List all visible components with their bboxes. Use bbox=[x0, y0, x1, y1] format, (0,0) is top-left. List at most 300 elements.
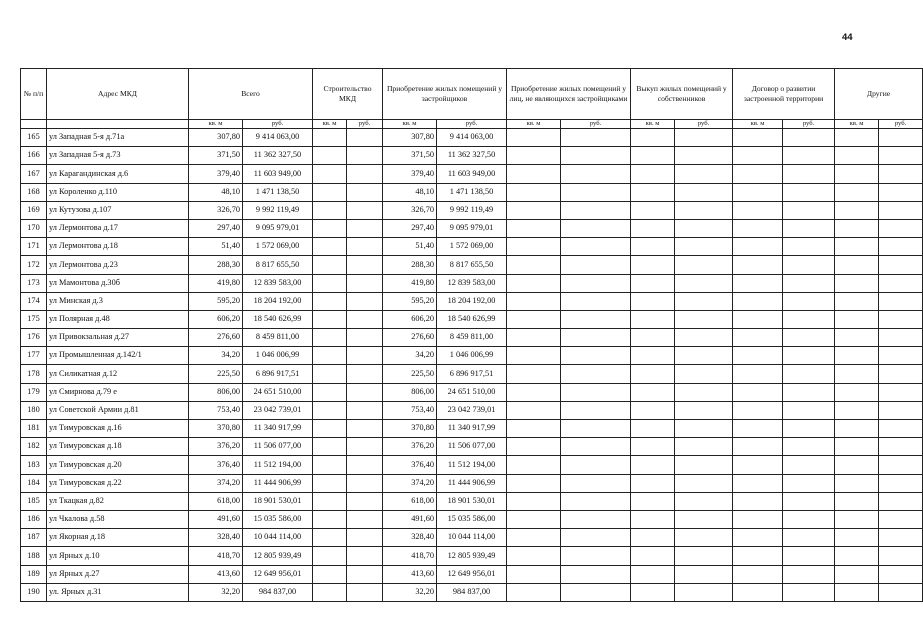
total-rub-cell: 11 444 906,99 bbox=[243, 474, 313, 492]
total-area-cell: 48,10 bbox=[189, 183, 243, 201]
other-rub-cell bbox=[879, 492, 923, 510]
construction-area-cell bbox=[313, 383, 347, 401]
development-rub-cell bbox=[783, 129, 835, 147]
other-area-cell bbox=[835, 565, 879, 583]
development-rub-cell bbox=[783, 256, 835, 274]
other-rub-cell bbox=[879, 456, 923, 474]
purchase-rub-cell: 12 649 956,01 bbox=[437, 565, 507, 583]
other-rub-cell bbox=[879, 165, 923, 183]
purchase-area-cell: 48,10 bbox=[383, 183, 437, 201]
development-rub-cell bbox=[783, 183, 835, 201]
buyout-area-cell bbox=[631, 274, 675, 292]
buyout-rub-cell bbox=[675, 529, 733, 547]
other-area-cell bbox=[835, 438, 879, 456]
address-cell: ул Мамонтова д.30б bbox=[47, 274, 189, 292]
total-rub-cell: 8 459 811,00 bbox=[243, 329, 313, 347]
other-rub-cell bbox=[879, 329, 923, 347]
other-rub-cell bbox=[879, 547, 923, 565]
other-area-cell bbox=[835, 420, 879, 438]
purchase-rub-cell: 984 837,00 bbox=[437, 583, 507, 601]
total-rub-cell: 18 540 626,99 bbox=[243, 310, 313, 328]
nondev-rub-cell bbox=[561, 219, 631, 237]
construction-rub-cell bbox=[347, 147, 383, 165]
buyout-area-cell bbox=[631, 510, 675, 528]
nondev-area-cell bbox=[507, 274, 561, 292]
total-area-cell: 413,60 bbox=[189, 565, 243, 583]
development-area-cell bbox=[733, 329, 783, 347]
nondev-rub-cell bbox=[561, 238, 631, 256]
purchase-area-cell: 32,20 bbox=[383, 583, 437, 601]
address-cell: ул Чкалова д.58 bbox=[47, 510, 189, 528]
buyout-rub-cell bbox=[675, 274, 733, 292]
total-rub-cell: 11 506 077,00 bbox=[243, 438, 313, 456]
buyout-area-cell bbox=[631, 129, 675, 147]
purchase-rub-cell: 1 046 006,99 bbox=[437, 347, 507, 365]
purchase-area-cell: 806,00 bbox=[383, 383, 437, 401]
total-area-cell: 595,20 bbox=[189, 292, 243, 310]
development-rub-cell bbox=[783, 219, 835, 237]
total-area-cell: 418,70 bbox=[189, 547, 243, 565]
address-cell: ул Короленко д.110 bbox=[47, 183, 189, 201]
purchase-area-cell: 491,60 bbox=[383, 510, 437, 528]
table-row bbox=[21, 383, 923, 401]
row-number: 181 bbox=[21, 420, 47, 438]
other-rub-cell bbox=[879, 183, 923, 201]
construction-area-cell bbox=[313, 365, 347, 383]
other-rub-cell bbox=[879, 474, 923, 492]
buyout-rub-cell bbox=[675, 292, 733, 310]
construction-area-cell bbox=[313, 256, 347, 274]
table-row bbox=[21, 401, 923, 419]
development-area-cell bbox=[733, 401, 783, 419]
other-rub-cell bbox=[879, 365, 923, 383]
other-area-cell bbox=[835, 365, 879, 383]
total-area-cell: 491,60 bbox=[189, 510, 243, 528]
address-cell: ул Кутузова д.107 bbox=[47, 201, 189, 219]
total-area-cell: 419,80 bbox=[189, 274, 243, 292]
table-row bbox=[21, 420, 923, 438]
unit-area: кв. м bbox=[313, 120, 347, 129]
buyout-rub-cell bbox=[675, 510, 733, 528]
nondev-area-cell bbox=[507, 219, 561, 237]
table-row bbox=[21, 547, 923, 565]
nondev-area-cell bbox=[507, 129, 561, 147]
purchase-rub-cell: 15 035 586,00 bbox=[437, 510, 507, 528]
address-cell: ул Смирнова д.79 е bbox=[47, 383, 189, 401]
buyout-rub-cell bbox=[675, 310, 733, 328]
buyout-rub-cell bbox=[675, 456, 733, 474]
unit-cell bbox=[47, 120, 189, 129]
buyout-area-cell bbox=[631, 147, 675, 165]
development-area-cell bbox=[733, 547, 783, 565]
unit-money: руб. bbox=[437, 120, 507, 129]
row-number: 176 bbox=[21, 329, 47, 347]
total-area-cell: 276,60 bbox=[189, 329, 243, 347]
other-area-cell bbox=[835, 492, 879, 510]
development-rub-cell bbox=[783, 547, 835, 565]
total-rub-cell: 23 042 739,01 bbox=[243, 401, 313, 419]
construction-rub-cell bbox=[347, 219, 383, 237]
total-area-cell: 753,40 bbox=[189, 401, 243, 419]
buyout-rub-cell bbox=[675, 183, 733, 201]
total-area-cell: 806,00 bbox=[189, 383, 243, 401]
nondev-rub-cell bbox=[561, 347, 631, 365]
buyout-area-cell bbox=[631, 547, 675, 565]
other-rub-cell bbox=[879, 238, 923, 256]
construction-rub-cell bbox=[347, 201, 383, 219]
development-rub-cell bbox=[783, 401, 835, 419]
other-area-cell bbox=[835, 219, 879, 237]
buyout-area-cell bbox=[631, 438, 675, 456]
purchase-area-cell: 419,80 bbox=[383, 274, 437, 292]
buyout-rub-cell bbox=[675, 583, 733, 601]
nondev-area-cell bbox=[507, 474, 561, 492]
construction-area-cell bbox=[313, 583, 347, 601]
nondev-rub-cell bbox=[561, 529, 631, 547]
construction-rub-cell bbox=[347, 347, 383, 365]
construction-area-cell bbox=[313, 274, 347, 292]
purchase-rub-cell: 11 444 906,99 bbox=[437, 474, 507, 492]
total-rub-cell: 11 362 327,50 bbox=[243, 147, 313, 165]
total-rub-cell: 24 651 510,00 bbox=[243, 383, 313, 401]
other-rub-cell bbox=[879, 147, 923, 165]
construction-area-cell bbox=[313, 401, 347, 419]
buyout-rub-cell bbox=[675, 565, 733, 583]
other-area-cell bbox=[835, 238, 879, 256]
construction-rub-cell bbox=[347, 438, 383, 456]
construction-area-cell bbox=[313, 183, 347, 201]
construction-area-cell bbox=[313, 165, 347, 183]
unit-money: руб. bbox=[243, 120, 313, 129]
other-rub-cell bbox=[879, 401, 923, 419]
row-number: 190 bbox=[21, 583, 47, 601]
other-rub-cell bbox=[879, 292, 923, 310]
development-rub-cell bbox=[783, 474, 835, 492]
buyout-area-cell bbox=[631, 365, 675, 383]
purchase-area-cell: 297,40 bbox=[383, 219, 437, 237]
purchase-area-cell: 606,20 bbox=[383, 310, 437, 328]
development-rub-cell bbox=[783, 529, 835, 547]
total-area-cell: 370,80 bbox=[189, 420, 243, 438]
other-area-cell bbox=[835, 547, 879, 565]
total-rub-cell: 11 512 194,00 bbox=[243, 456, 313, 474]
header-construction: Строительство МКД bbox=[313, 69, 383, 120]
address-cell: ул Тимуровская д.18 bbox=[47, 438, 189, 456]
table-row bbox=[21, 474, 923, 492]
purchase-area-cell: 374,20 bbox=[383, 474, 437, 492]
development-area-cell bbox=[733, 347, 783, 365]
construction-rub-cell bbox=[347, 329, 383, 347]
development-area-cell bbox=[733, 147, 783, 165]
other-area-cell bbox=[835, 510, 879, 528]
total-area-cell: 328,40 bbox=[189, 529, 243, 547]
development-rub-cell bbox=[783, 274, 835, 292]
development-area-cell bbox=[733, 201, 783, 219]
unit-cell bbox=[21, 120, 47, 129]
unit-money: руб. bbox=[561, 120, 631, 129]
development-area-cell bbox=[733, 274, 783, 292]
row-number: 182 bbox=[21, 438, 47, 456]
other-rub-cell bbox=[879, 383, 923, 401]
construction-area-cell bbox=[313, 456, 347, 474]
nondev-rub-cell bbox=[561, 565, 631, 583]
buyout-rub-cell bbox=[675, 147, 733, 165]
development-area-cell bbox=[733, 492, 783, 510]
nondev-rub-cell bbox=[561, 510, 631, 528]
nondev-rub-cell bbox=[561, 274, 631, 292]
purchase-area-cell: 370,80 bbox=[383, 420, 437, 438]
construction-area-cell bbox=[313, 129, 347, 147]
development-rub-cell bbox=[783, 165, 835, 183]
table-row bbox=[21, 510, 923, 528]
total-rub-cell: 15 035 586,00 bbox=[243, 510, 313, 528]
address-cell: ул Западная 5-я д.73 bbox=[47, 147, 189, 165]
nondev-area-cell bbox=[507, 492, 561, 510]
development-rub-cell bbox=[783, 292, 835, 310]
other-area-cell bbox=[835, 529, 879, 547]
development-area-cell bbox=[733, 183, 783, 201]
other-area-cell bbox=[835, 456, 879, 474]
buyout-rub-cell bbox=[675, 420, 733, 438]
row-number: 167 bbox=[21, 165, 47, 183]
construction-rub-cell bbox=[347, 401, 383, 419]
development-area-cell bbox=[733, 292, 783, 310]
nondev-rub-cell bbox=[561, 492, 631, 510]
total-area-cell: 34,20 bbox=[189, 347, 243, 365]
table-row bbox=[21, 347, 923, 365]
development-area-cell bbox=[733, 438, 783, 456]
purchase-rub-cell: 18 540 626,99 bbox=[437, 310, 507, 328]
table-row bbox=[21, 147, 923, 165]
construction-area-cell bbox=[313, 238, 347, 256]
construction-area-cell bbox=[313, 329, 347, 347]
construction-rub-cell bbox=[347, 383, 383, 401]
other-rub-cell bbox=[879, 583, 923, 601]
construction-rub-cell bbox=[347, 310, 383, 328]
development-rub-cell bbox=[783, 420, 835, 438]
nondev-area-cell bbox=[507, 329, 561, 347]
nondev-area-cell bbox=[507, 510, 561, 528]
construction-rub-cell bbox=[347, 547, 383, 565]
buyout-rub-cell bbox=[675, 401, 733, 419]
construction-rub-cell bbox=[347, 238, 383, 256]
total-area-cell: 326,70 bbox=[189, 201, 243, 219]
construction-area-cell bbox=[313, 292, 347, 310]
row-number: 186 bbox=[21, 510, 47, 528]
nondev-area-cell bbox=[507, 583, 561, 601]
nondev-rub-cell bbox=[561, 420, 631, 438]
buyout-rub-cell bbox=[675, 165, 733, 183]
nondev-rub-cell bbox=[561, 329, 631, 347]
address-cell: ул Западная 5-я д.71а bbox=[47, 129, 189, 147]
header-address: Адрес МКД bbox=[47, 69, 189, 120]
unit-money: руб. bbox=[675, 120, 733, 129]
buyout-rub-cell bbox=[675, 438, 733, 456]
total-area-cell: 297,40 bbox=[189, 219, 243, 237]
buyout-rub-cell bbox=[675, 201, 733, 219]
other-area-cell bbox=[835, 347, 879, 365]
purchase-area-cell: 418,70 bbox=[383, 547, 437, 565]
buyout-rub-cell bbox=[675, 256, 733, 274]
other-area-cell bbox=[835, 583, 879, 601]
row-number: 172 bbox=[21, 256, 47, 274]
nondev-rub-cell bbox=[561, 183, 631, 201]
purchase-area-cell: 328,40 bbox=[383, 529, 437, 547]
nondev-area-cell bbox=[507, 201, 561, 219]
buyout-area-cell bbox=[631, 474, 675, 492]
buyout-area-cell bbox=[631, 329, 675, 347]
nondev-rub-cell bbox=[561, 256, 631, 274]
purchase-rub-cell: 9 095 979,01 bbox=[437, 219, 507, 237]
row-number: 174 bbox=[21, 292, 47, 310]
purchase-area-cell: 326,70 bbox=[383, 201, 437, 219]
construction-rub-cell bbox=[347, 420, 383, 438]
total-area-cell: 374,20 bbox=[189, 474, 243, 492]
row-number: 171 bbox=[21, 238, 47, 256]
total-rub-cell: 1 572 069,00 bbox=[243, 238, 313, 256]
construction-area-cell bbox=[313, 310, 347, 328]
unit-area: кв. м bbox=[835, 120, 879, 129]
total-area-cell: 32,20 bbox=[189, 583, 243, 601]
total-area-cell: 376,40 bbox=[189, 456, 243, 474]
purchase-area-cell: 307,80 bbox=[383, 129, 437, 147]
table-row bbox=[21, 292, 923, 310]
row-number: 166 bbox=[21, 147, 47, 165]
page-number: 44 bbox=[842, 32, 853, 43]
address-cell: ул Лермонтова д.18 bbox=[47, 238, 189, 256]
table-row bbox=[21, 565, 923, 583]
row-number: 178 bbox=[21, 365, 47, 383]
total-rub-cell: 11 603 949,00 bbox=[243, 165, 313, 183]
other-rub-cell bbox=[879, 565, 923, 583]
development-rub-cell bbox=[783, 510, 835, 528]
construction-area-cell bbox=[313, 347, 347, 365]
other-rub-cell bbox=[879, 310, 923, 328]
purchase-area-cell: 371,50 bbox=[383, 147, 437, 165]
purchase-area-cell: 618,00 bbox=[383, 492, 437, 510]
nondev-area-cell bbox=[507, 420, 561, 438]
total-rub-cell: 12 839 583,00 bbox=[243, 274, 313, 292]
buyout-rub-cell bbox=[675, 347, 733, 365]
address-cell: ул Тимуровская д.20 bbox=[47, 456, 189, 474]
nondev-area-cell bbox=[507, 183, 561, 201]
buyout-rub-cell bbox=[675, 383, 733, 401]
purchase-area-cell: 379,40 bbox=[383, 165, 437, 183]
development-area-cell bbox=[733, 383, 783, 401]
construction-area-cell bbox=[313, 219, 347, 237]
buyout-area-cell bbox=[631, 456, 675, 474]
purchase-area-cell: 51,40 bbox=[383, 238, 437, 256]
purchase-rub-cell: 11 603 949,00 bbox=[437, 165, 507, 183]
development-rub-cell bbox=[783, 201, 835, 219]
development-rub-cell bbox=[783, 238, 835, 256]
header-other: Другие bbox=[835, 69, 923, 120]
buyout-area-cell bbox=[631, 401, 675, 419]
nondev-area-cell bbox=[507, 365, 561, 383]
buyout-area-cell bbox=[631, 383, 675, 401]
total-rub-cell: 8 817 655,50 bbox=[243, 256, 313, 274]
row-number: 169 bbox=[21, 201, 47, 219]
row-number: 184 bbox=[21, 474, 47, 492]
other-area-cell bbox=[835, 201, 879, 219]
other-rub-cell bbox=[879, 347, 923, 365]
purchase-rub-cell: 9 414 063,00 bbox=[437, 129, 507, 147]
row-number: 183 bbox=[21, 456, 47, 474]
other-rub-cell bbox=[879, 256, 923, 274]
purchase-area-cell: 376,40 bbox=[383, 456, 437, 474]
buyout-area-cell bbox=[631, 183, 675, 201]
total-rub-cell: 10 044 114,00 bbox=[243, 529, 313, 547]
other-area-cell bbox=[835, 129, 879, 147]
table-row bbox=[21, 365, 923, 383]
purchase-area-cell: 288,30 bbox=[383, 256, 437, 274]
total-area-cell: 288,30 bbox=[189, 256, 243, 274]
construction-area-cell bbox=[313, 420, 347, 438]
header-purchase-developers: Приобретение жилых помещений у застройщиков bbox=[383, 69, 507, 120]
development-rub-cell bbox=[783, 347, 835, 365]
row-number: 188 bbox=[21, 547, 47, 565]
construction-rub-cell bbox=[347, 165, 383, 183]
construction-rub-cell bbox=[347, 256, 383, 274]
nondev-rub-cell bbox=[561, 547, 631, 565]
purchase-rub-cell: 11 512 194,00 bbox=[437, 456, 507, 474]
address-cell: ул Ярных д.10 bbox=[47, 547, 189, 565]
unit-area: кв. м bbox=[507, 120, 561, 129]
purchase-rub-cell: 11 340 917,99 bbox=[437, 420, 507, 438]
total-rub-cell: 12 805 939,49 bbox=[243, 547, 313, 565]
total-rub-cell: 12 649 956,01 bbox=[243, 565, 313, 583]
unit-money: руб. bbox=[783, 120, 835, 129]
construction-rub-cell bbox=[347, 129, 383, 147]
purchase-rub-cell: 23 042 739,01 bbox=[437, 401, 507, 419]
development-rub-cell bbox=[783, 492, 835, 510]
construction-area-cell bbox=[313, 438, 347, 456]
total-rub-cell: 984 837,00 bbox=[243, 583, 313, 601]
other-rub-cell bbox=[879, 201, 923, 219]
row-number: 165 bbox=[21, 129, 47, 147]
construction-rub-cell bbox=[347, 492, 383, 510]
purchase-rub-cell: 11 506 077,00 bbox=[437, 438, 507, 456]
table-row bbox=[21, 529, 923, 547]
total-rub-cell: 18 204 192,00 bbox=[243, 292, 313, 310]
buyout-area-cell bbox=[631, 529, 675, 547]
table-row bbox=[21, 219, 923, 237]
address-cell: ул Якорная д.18 bbox=[47, 529, 189, 547]
development-rub-cell bbox=[783, 310, 835, 328]
nondev-area-cell bbox=[507, 347, 561, 365]
construction-rub-cell bbox=[347, 292, 383, 310]
total-area-cell: 618,00 bbox=[189, 492, 243, 510]
total-area-cell: 51,40 bbox=[189, 238, 243, 256]
purchase-area-cell: 225,50 bbox=[383, 365, 437, 383]
construction-rub-cell bbox=[347, 274, 383, 292]
header-num: № п/п bbox=[21, 69, 47, 120]
purchase-rub-cell: 10 044 114,00 bbox=[437, 529, 507, 547]
construction-rub-cell bbox=[347, 456, 383, 474]
other-area-cell bbox=[835, 383, 879, 401]
nondev-rub-cell bbox=[561, 456, 631, 474]
purchase-area-cell: 413,60 bbox=[383, 565, 437, 583]
development-rub-cell bbox=[783, 438, 835, 456]
table-row bbox=[21, 329, 923, 347]
nondev-rub-cell bbox=[561, 365, 631, 383]
address-cell: ул Тимуровская д.16 bbox=[47, 420, 189, 438]
purchase-area-cell: 376,20 bbox=[383, 438, 437, 456]
nondev-area-cell bbox=[507, 529, 561, 547]
development-area-cell bbox=[733, 583, 783, 601]
total-rub-cell: 9 414 063,00 bbox=[243, 129, 313, 147]
nondev-rub-cell bbox=[561, 438, 631, 456]
